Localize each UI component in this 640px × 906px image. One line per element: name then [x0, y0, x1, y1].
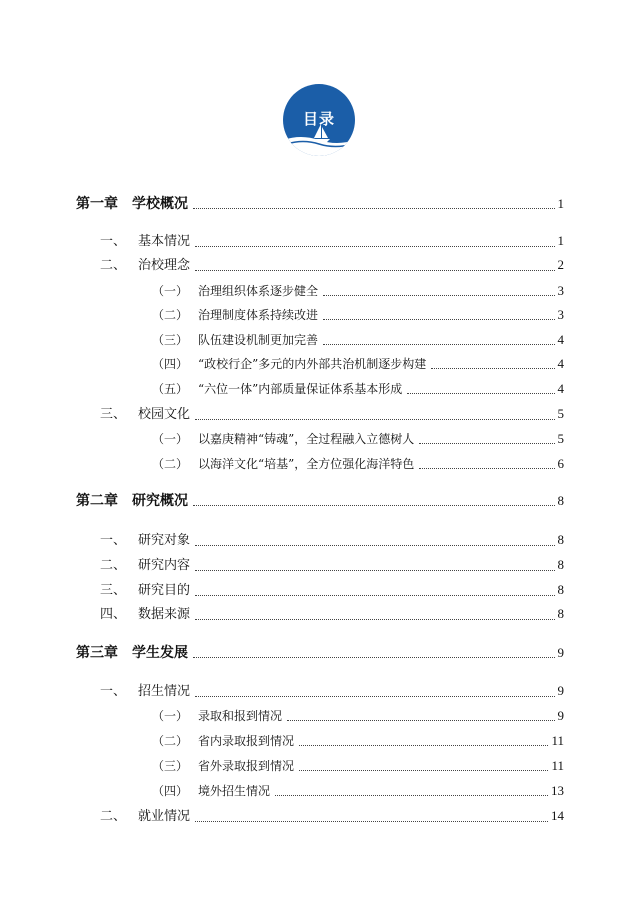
toc-entry-page: 1: [557, 196, 564, 211]
dot-leader: [195, 269, 554, 271]
toc-entry-label: 就业情况: [138, 809, 191, 824]
toc-entry-page: 9: [557, 683, 564, 698]
dot-leader: [431, 367, 554, 369]
dot-leader: [195, 820, 548, 822]
toc-entry-label: 校园文化: [138, 407, 191, 422]
toc-entry-number: 一、: [100, 533, 127, 548]
toc-entry-number: （三）: [152, 759, 189, 773]
toc-entry[interactable]: [76, 645, 564, 661]
dot-leader: [195, 569, 554, 571]
dot-leader: [299, 769, 548, 771]
toc-entry-number: （二）: [152, 308, 189, 322]
dot-leader: [323, 318, 554, 320]
toc-entry-label: 学生发展: [132, 645, 188, 661]
toc-entry-label: 招生情况: [138, 684, 191, 699]
toc-entry-page: 13: [551, 783, 564, 798]
toc-entry-number: （二）: [152, 457, 189, 471]
toc-entry-page: 5: [557, 406, 564, 421]
toc-entry[interactable]: [100, 557, 564, 574]
dot-leader: [323, 343, 554, 345]
dot-leader: [193, 656, 555, 658]
toc-entry[interactable]: [152, 356, 564, 372]
toc-entry[interactable]: [76, 493, 564, 509]
toc-entry-page: 6: [557, 456, 564, 471]
toc-entry-page: 8: [557, 532, 564, 547]
dot-leader: [195, 245, 554, 247]
toc-entry-label: 研究内容: [138, 558, 191, 573]
toc-entry-number: 二、: [100, 558, 127, 573]
toc-entry-page: 4: [557, 381, 564, 396]
toc-entry-label: 队伍建设机制更加完善: [198, 333, 319, 347]
dot-leader: [195, 618, 554, 620]
dot-leader: [195, 594, 554, 596]
dot-leader: [193, 207, 555, 209]
toc-entry[interactable]: [152, 783, 564, 799]
toc-entry[interactable]: [100, 257, 564, 274]
toc-entry-number: 第三章: [76, 645, 118, 661]
toc-entry-number: 四、: [100, 607, 127, 622]
toc-entry-label: 治理制度体系持续改进: [198, 308, 319, 322]
toc-entry-label: 录取和报到情况: [198, 709, 283, 723]
dot-leader: [275, 794, 548, 796]
toc-entry-number: （四）: [152, 357, 189, 371]
toc-entry[interactable]: [152, 733, 564, 749]
toc-entry-page: 3: [557, 307, 564, 322]
toc-entry-number: 一、: [100, 684, 127, 699]
dot-leader: [323, 294, 554, 296]
toc-entry[interactable]: [100, 683, 564, 700]
toc-entry-label: 学校概况: [132, 196, 188, 212]
toc-entry-number: 二、: [100, 258, 127, 273]
toc-entry-page: 14: [551, 808, 564, 823]
toc-entry-page: 11: [551, 733, 564, 748]
toc-entry-label: “六位一体”内部质量保证体系基本形成: [198, 382, 403, 396]
toc-entry[interactable]: [152, 758, 564, 774]
toc-entry[interactable]: [152, 283, 564, 299]
toc-entry[interactable]: [152, 456, 564, 472]
toc-entry-label: 基本情况: [138, 234, 191, 249]
toc-entry-number: （五）: [152, 382, 189, 396]
toc-entry-number: （四）: [152, 784, 189, 798]
toc-entry[interactable]: [100, 406, 564, 423]
toc-entry-number: （一）: [152, 432, 189, 446]
toc-entry[interactable]: [100, 532, 564, 549]
toc-entry[interactable]: [76, 196, 564, 212]
toc-entry-page: 2: [557, 257, 564, 272]
toc-entry[interactable]: [152, 307, 564, 323]
toc-entry-number: 第二章: [76, 493, 118, 509]
toc-title: 目录: [302, 110, 335, 128]
toc-entry-label: 研究目的: [138, 583, 191, 598]
toc-entry-label: 研究对象: [138, 533, 191, 548]
toc-entry[interactable]: [100, 606, 564, 623]
toc-entry-page: 3: [557, 283, 564, 298]
toc-entry-page: 8: [557, 493, 564, 508]
dot-leader: [407, 392, 554, 394]
toc-entry-number: 一、: [100, 234, 127, 249]
toc-entry-label: 省外录取报到情况: [198, 759, 295, 773]
toc-entry-number: （一）: [152, 709, 189, 723]
toc-entry-page: 4: [557, 356, 564, 371]
toc-entry-page: 8: [557, 582, 564, 597]
toc-entry[interactable]: [152, 381, 564, 397]
toc-entry-label: 治理组织体系逐步健全: [198, 284, 319, 298]
toc-entry-page: 9: [557, 708, 564, 723]
toc-entry[interactable]: [100, 582, 564, 599]
dot-leader: [195, 544, 554, 546]
toc-entry-number: 三、: [100, 407, 127, 422]
dot-leader: [419, 467, 554, 469]
toc-entry-number: （二）: [152, 734, 189, 748]
toc-entry-label: 以嘉庚精神“铸魂”，全过程融入立德树人: [198, 432, 415, 446]
dot-leader: [193, 504, 555, 506]
toc-entry-page: 5: [557, 431, 564, 446]
toc-entry-label: “政校行企”多元的内外部共治机制逐步构建: [198, 357, 427, 371]
toc-entry-page: 9: [557, 645, 564, 660]
toc-entry-number: 第一章: [76, 196, 118, 212]
toc-entry[interactable]: [100, 808, 564, 825]
toc-entry-page: 8: [557, 557, 564, 572]
dot-leader: [419, 442, 554, 444]
toc-entry-number: （一）: [152, 284, 189, 298]
toc-entry-page: 4: [557, 332, 564, 347]
dot-leader: [299, 744, 548, 746]
toc-entry-number: （三）: [152, 333, 189, 347]
toc-entry[interactable]: [152, 708, 564, 724]
toc-entry[interactable]: [100, 233, 564, 250]
toc-entry[interactable]: [152, 332, 564, 348]
dot-leader: [195, 695, 554, 697]
toc-entry-number: 三、: [100, 583, 127, 598]
toc-entry-page: 11: [551, 758, 564, 773]
toc-entry-label: 省内录取报到情况: [198, 734, 295, 748]
toc-entry[interactable]: [152, 431, 564, 447]
toc-entry-number: 二、: [100, 809, 127, 824]
toc-entry-label: 数据来源: [138, 607, 191, 622]
toc-entry-page: 8: [557, 606, 564, 621]
toc-entry-label: 治校理念: [138, 258, 191, 273]
toc-entry-label: 以海洋文化“培基”，全方位强化海洋特色: [198, 457, 415, 471]
dot-leader: [195, 418, 554, 420]
toc-entry-label: 研究概况: [132, 493, 188, 509]
toc-entry-label: 境外招生情况: [198, 784, 271, 798]
dot-leader: [287, 719, 554, 721]
toc-entry-page: 1: [557, 233, 564, 248]
